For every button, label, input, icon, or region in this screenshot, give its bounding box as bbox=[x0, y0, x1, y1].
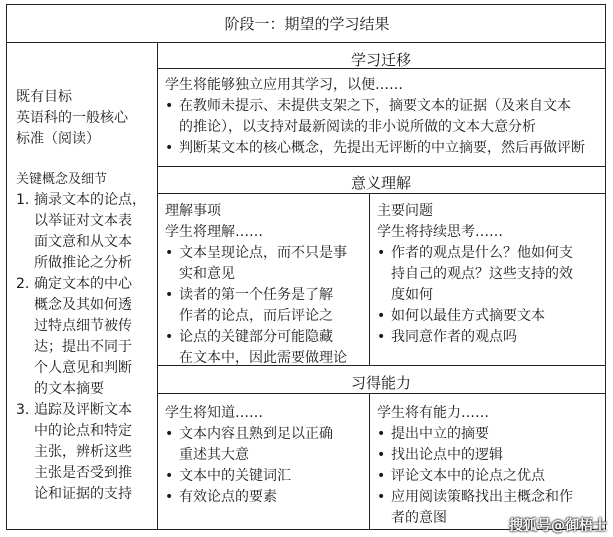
item-line: 摘录文本的论点， bbox=[34, 192, 146, 208]
skills bbox=[377, 403, 573, 529]
questions-list bbox=[377, 243, 573, 348]
item-line: 中的论点和特定 bbox=[34, 423, 132, 439]
item-line: • 如何以最佳方式摘要文本 bbox=[391, 308, 545, 324]
item-number: 3. bbox=[16, 402, 30, 418]
list-item bbox=[16, 190, 146, 274]
list-item bbox=[165, 327, 347, 369]
understandings-intro: 学生将理解…… bbox=[165, 224, 263, 240]
goals-line: 既有目标 bbox=[16, 89, 72, 105]
acquisition-title: 习得能力 bbox=[350, 374, 411, 392]
item-number: 1. bbox=[16, 192, 30, 208]
understandings bbox=[165, 201, 347, 369]
item-line: 个人意见和判断 bbox=[34, 360, 132, 376]
item-line: • 找出论点中的逻辑 bbox=[391, 447, 503, 463]
transfer-body bbox=[165, 75, 585, 159]
list-item bbox=[165, 138, 585, 159]
concepts-heading: 关键概念及细节 bbox=[16, 172, 108, 187]
item-line: 的文本摘要 bbox=[34, 381, 104, 397]
list-item bbox=[377, 243, 573, 306]
understandings-heading: 理解事项 bbox=[165, 203, 221, 219]
row-divider bbox=[157, 393, 605, 394]
transfer-list bbox=[165, 96, 585, 159]
meaning-title: 意义理解 bbox=[350, 174, 411, 192]
item-line: 者的意图 bbox=[391, 510, 447, 526]
row-divider bbox=[7, 42, 605, 43]
item-line: 以举证对文本表 bbox=[34, 213, 132, 229]
knowledge-intro: 学生将知道…… bbox=[165, 405, 263, 421]
item-line: 的推论），以支持对最新阅读的非小说所做的文本大意分析 bbox=[179, 119, 536, 135]
item-line: • 提出中立的摘要 bbox=[391, 426, 489, 442]
item-line: • 文本内容且熟到足以正确 bbox=[179, 426, 333, 442]
list-item bbox=[377, 466, 573, 487]
list-item bbox=[165, 466, 333, 487]
row-divider bbox=[157, 193, 605, 194]
transfer-intro: 学生将能够独立应用其学习，以便…… bbox=[165, 77, 403, 93]
item-line: • 在教师未提示、未提供支架之下，摘要文本的证据（及来自文本 bbox=[179, 98, 571, 114]
item-line: 主张，辨析这些 bbox=[34, 444, 132, 460]
goals-line: 标准（阅读） bbox=[16, 131, 100, 147]
skills-list bbox=[377, 424, 573, 529]
item-line: • 判断某文本的核心概念，先提出无评断的中立摘要，然后再做评断 bbox=[179, 140, 585, 156]
item-line: • 文本中的关键词汇 bbox=[179, 468, 291, 484]
essential-questions bbox=[377, 201, 573, 348]
list-item bbox=[377, 306, 573, 327]
item-line: 在文本中，因此需要做理论 bbox=[179, 350, 347, 366]
item-line: 重述其大意 bbox=[179, 447, 249, 463]
item-line: 概念及其如何透 bbox=[34, 297, 132, 313]
row-divider bbox=[157, 166, 605, 167]
list-item bbox=[377, 445, 573, 466]
item-line: • 评论文本中的论点之优点 bbox=[391, 468, 545, 484]
list-item bbox=[165, 96, 585, 138]
list-item bbox=[16, 400, 146, 505]
knowledge bbox=[165, 403, 333, 508]
item-line: 实和意见 bbox=[179, 266, 235, 282]
list-item bbox=[165, 487, 333, 508]
item-line: 持自己的观点？这些支持的效 bbox=[391, 266, 573, 282]
item-number: 2. bbox=[16, 276, 30, 292]
item-line: 主张是否受到推 bbox=[34, 465, 132, 481]
item-line: 追踪及评断文本 bbox=[34, 402, 132, 418]
list-item bbox=[165, 243, 347, 285]
watermark: 搜狐号@御梧士 bbox=[509, 518, 607, 534]
column-divider bbox=[369, 393, 370, 529]
column-divider bbox=[157, 42, 158, 529]
goals-line: 英语科的一般核心 bbox=[16, 110, 128, 126]
understandings-list bbox=[165, 243, 347, 369]
item-line: 论和证据的支持 bbox=[34, 486, 132, 502]
concepts-list bbox=[16, 190, 146, 505]
item-line: • 读者的第一个任务是了解 bbox=[179, 287, 333, 303]
list-item bbox=[377, 327, 573, 348]
item-line: • 有效论点的要素 bbox=[179, 489, 277, 505]
item-line: 面文意和从文本 bbox=[34, 234, 132, 250]
questions-heading: 主要问题 bbox=[377, 203, 433, 219]
item-line: 过特点细节被传 bbox=[34, 318, 132, 334]
page-title: 阶段一：期望的学习结果 bbox=[224, 15, 390, 33]
item-line: • 我同意作者的观点吗 bbox=[391, 329, 517, 345]
list-item bbox=[165, 285, 347, 327]
item-line: • 应用阅读策略找出主概念和作 bbox=[391, 489, 573, 505]
list-item bbox=[165, 424, 333, 466]
item-line: 作者的论点，而后评论之 bbox=[179, 308, 333, 324]
item-line: 确定文本的中心 bbox=[34, 276, 132, 292]
knowledge-list bbox=[165, 424, 333, 508]
transfer-title: 学习迁移 bbox=[350, 51, 411, 69]
questions-intro: 学生将持续思考…… bbox=[377, 224, 503, 240]
item-line: • 论点的关键部分可能隐藏 bbox=[179, 329, 333, 345]
learning-outcomes-table bbox=[6, 4, 606, 530]
established-goals bbox=[16, 87, 128, 150]
item-line: • 作者的观点是什么？他如何支 bbox=[391, 245, 573, 261]
list-item bbox=[377, 424, 573, 445]
skills-intro: 学生将有能力…… bbox=[377, 405, 489, 421]
item-line: 度如何 bbox=[391, 287, 433, 303]
list-item bbox=[16, 274, 146, 400]
item-line: • 文本呈现论点，而不只是事 bbox=[179, 245, 347, 261]
item-line: 所做推论之分析 bbox=[34, 255, 132, 271]
column-divider bbox=[369, 193, 370, 365]
item-line: 达；提出不同于 bbox=[34, 339, 132, 355]
